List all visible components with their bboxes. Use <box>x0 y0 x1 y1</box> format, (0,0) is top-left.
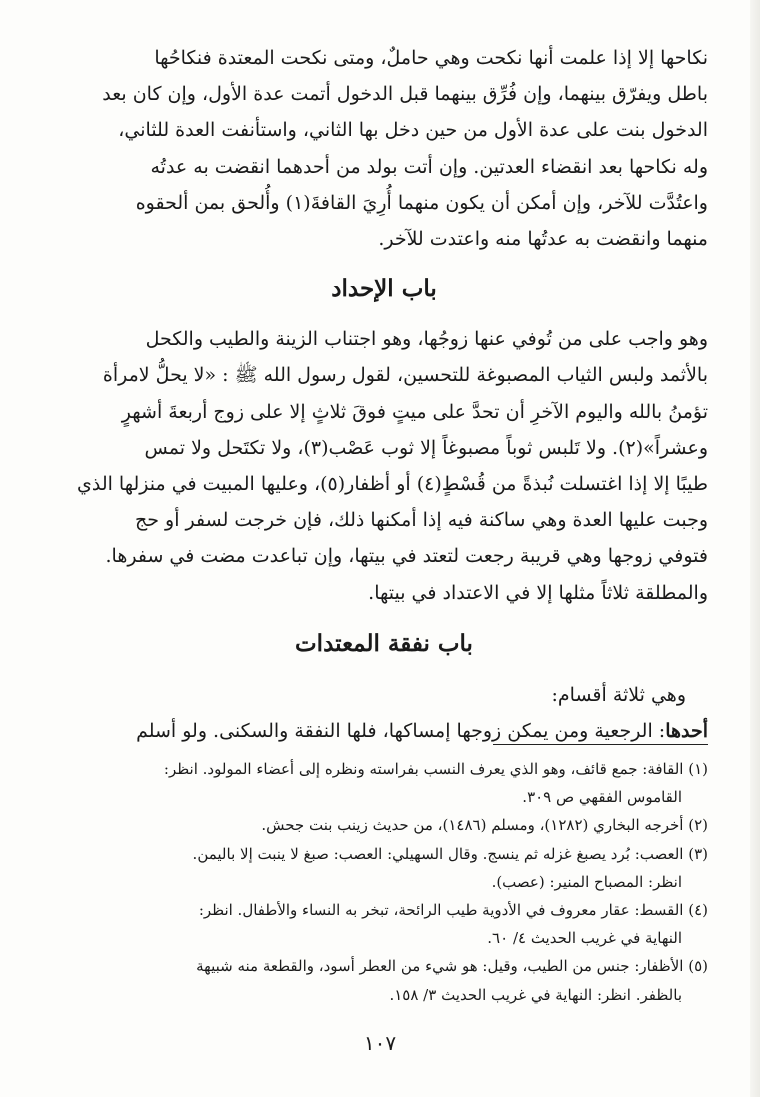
text-line: تؤمنُ بالله واليوم الآخرِ أن تحدَّ على ميتٍ فوقَ ثلاثٍ إلا على زوج أربعةَ أشهرٍ <box>121 400 708 423</box>
text-line: طيبًا إلا إذا اغتسلت نُبذةً من قُسْطٍ(٤) أو أظفار(٥)، وعليها المبيت في منزلها الذي <box>76 473 708 496</box>
page-number: ١٠٧ <box>363 1031 397 1055</box>
text-line: الدخول بنت على عدة الأول من حين دخل بها الثاني، واستأنفت العدة للثاني، <box>118 119 708 142</box>
footnote-4 <box>86 896 708 952</box>
footnote-1 <box>86 755 708 811</box>
footnote-2 <box>86 811 708 839</box>
text-line: واعتُدَّت للآخر، وإن أمكن أن يكون منهما أُرِيَ القافةَ(١) وأُلحق بمن ألحقوه <box>135 191 708 214</box>
text-line: بالأثمد ولبس الثياب المصبوغة للتحسين، لقول رسول الله ﷺ : «لا يحلُّ لامرأة <box>102 364 708 387</box>
text-line: فتوفي زوجها وهي قريبة رجعت لتعتد في بيتها، وإن تباعدت مضت في سفرها. <box>105 545 708 568</box>
text-line: منهما وانقضت به عدتُها منه واعتدت للآخر. <box>378 228 708 251</box>
footnote-line: بالظفر. انظر: النهاية في غريب الحديث ٣/ ١٥٨. <box>389 985 682 1004</box>
footnote-line: النهاية في غريب الحديث ٤/ ٦٠. <box>487 929 682 948</box>
section-heading-ihdad: باب الإحداد <box>331 275 437 303</box>
footnote-divider <box>493 744 708 745</box>
top-paragraph <box>60 40 708 257</box>
footnote-3 <box>86 840 708 896</box>
first-category-label: أحدها <box>665 720 708 743</box>
footnote-line: انظر: المصباح المنير: (عصب). <box>491 872 682 891</box>
first-category-text: : الرجعية ومن يمكن زوجها إمساكها، فلها النفقة والسكنى. ولو أسلم <box>136 720 666 743</box>
ihdad-paragraph <box>60 321 708 611</box>
nafaqa-paragraph <box>60 677 708 749</box>
footnote-line: القاموس الفقهي ص ٣٠٩. <box>522 788 682 807</box>
text-line: والمطلقة ثلاثاً مثلها إلا في الاعتداد في بيتها. <box>368 581 708 604</box>
footnote-line: (١) القافة: جمع قائف، وهو الذي يعرف النسب بفراسته ونظره إلى أعضاء المولود. انظر: <box>163 760 708 778</box>
footnote-5 <box>86 952 708 1008</box>
text-line: وعشراً»(٢). ولا تَلبس ثوباً مصبوغاً إلا ثوب عَصْب(٣)، ولا تكتَحل ولا تمس <box>144 436 708 459</box>
text-line: وهو واجب على من تُوفي عنها زوجُها، وهو اجتناب الزينة والطيب والكحل <box>145 328 708 351</box>
text-line: باطل ويفرّق بينهما، وإن فُرِّق بينهما قبل الدخول أتمت عدة الأول، وإن كان بعد <box>102 83 708 106</box>
section-heading-nafaqa: باب نفقة المعتدات <box>295 629 473 657</box>
scan-edge <box>750 0 760 1097</box>
footnote-line: (٣) العصب: بُرد يصبغ غزله ثم ينسج. وقال السهيلي: العصب: صبغ لا ينبت إلا باليمن. <box>192 844 708 863</box>
footnote-line: (٤) القسط: عقار معروف في الأدوية طيب الرائحة، تبخر به النساء والأطفال. انظر: <box>198 901 708 920</box>
footnotes <box>86 755 708 1009</box>
text-line: نكاحها إلا إذا علمت أنها نكحت وهي حاملٌ، ومتى نكحت المعتدة فنكاحُها <box>154 47 708 69</box>
footnote-line: (٢) أخرجه البخاري (١٢٨٢)، ومسلم (١٤٨٦)، من حديث زينب بنت جحش. <box>261 816 708 835</box>
footnote-line: (٥) الأظفار: جنس من الطيب، وقيل: هو شيء من العطر أسود، والقطعة منه شبيهة <box>196 957 708 976</box>
text-line: وله نكاحها بعد انقضاء العدتين. وإن أتت بولد من أحدهما انقضت به عدتُه <box>150 155 708 178</box>
text-line: وجبت عليها العدة وهي ساكنة فيه إذا أمكنها ذلك، فإن خرجت لسفر أو حج <box>135 509 708 532</box>
intro-line: وهي ثلاثة أقسام: <box>551 683 686 706</box>
page-body <box>60 40 708 749</box>
